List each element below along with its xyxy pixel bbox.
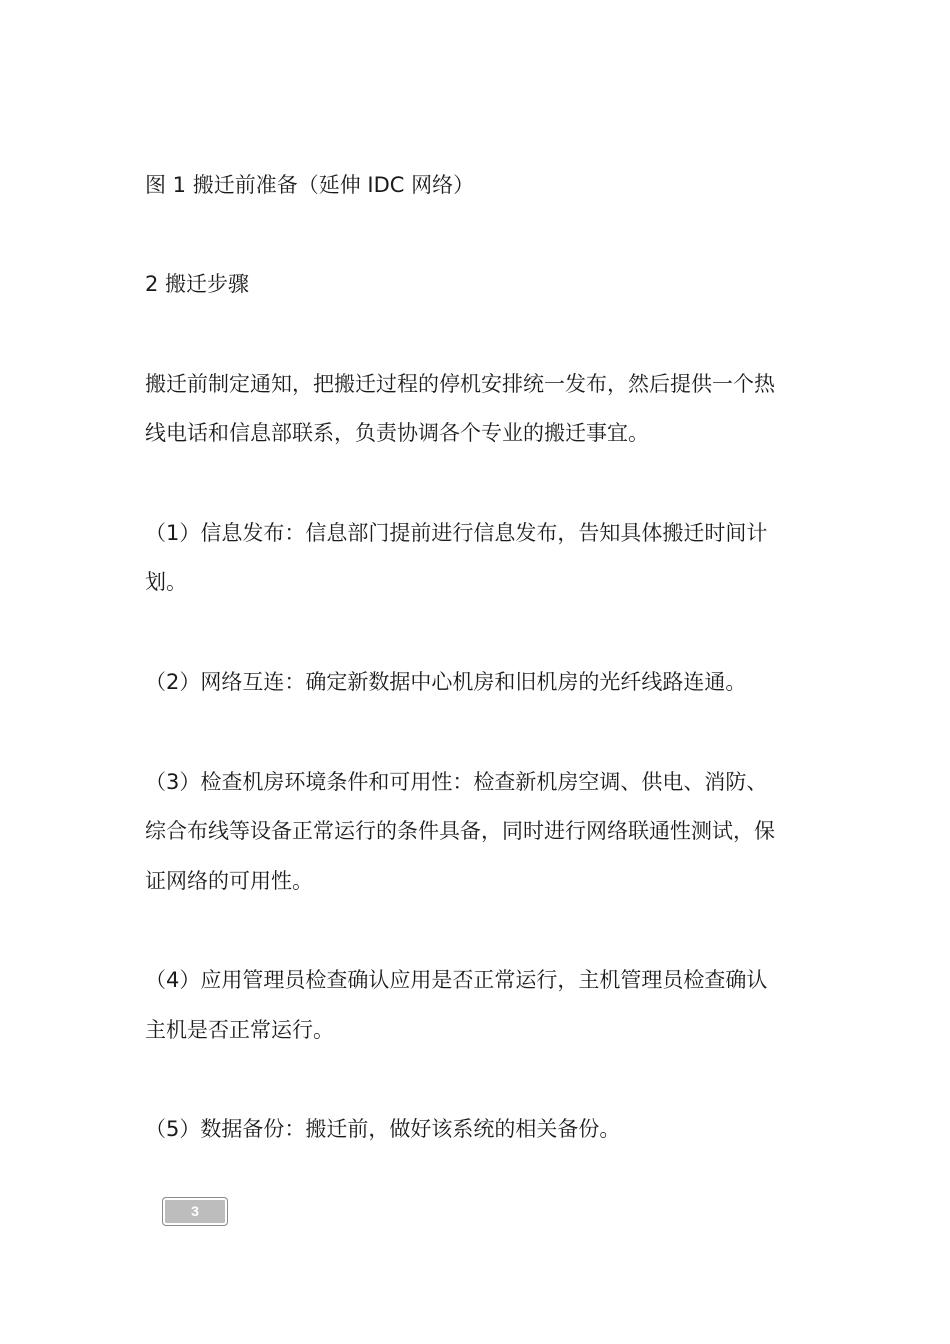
paragraph-line: 综合布线等设备正常运行的条件具备，同时进行网络联通性测试，保: [145, 819, 775, 843]
section-heading: 2 搬迁步骤: [145, 272, 250, 296]
paragraph-line: 主机是否正常运行。: [145, 1018, 334, 1042]
paragraph-line: 线电话和信息部联系，负责协调各个专业的搬迁事宜。: [145, 421, 649, 445]
figure-caption: 图 1 搬迁前准备（延伸 IDC 网络）: [145, 173, 475, 197]
paragraph-line: （5）数据备份：搬迁前，做好该系统的相关备份。: [145, 1117, 621, 1141]
paragraph-line: （1）信息发布：信息部门提前进行信息发布，告知具体搬迁时间计: [145, 521, 768, 545]
paragraph-line: （2）网络互连：确定新数据中心机房和旧机房的光纤线路连通。: [145, 670, 747, 694]
paragraph-line: 证网络的可用性。: [145, 869, 313, 893]
paragraph-line: （3）检查机房环境条件和可用性：检查新机房空调、供电、消防、: [145, 770, 768, 794]
paragraph-line: （4）应用管理员检查确认应用是否正常运行，主机管理员检查确认: [145, 968, 768, 992]
page-number-badge: 3: [162, 1197, 228, 1226]
paragraph-line: 划。: [145, 570, 187, 594]
paragraph-line: 搬迁前制定通知，把搬迁过程的停机安排统一发布，然后提供一个热: [145, 372, 775, 396]
